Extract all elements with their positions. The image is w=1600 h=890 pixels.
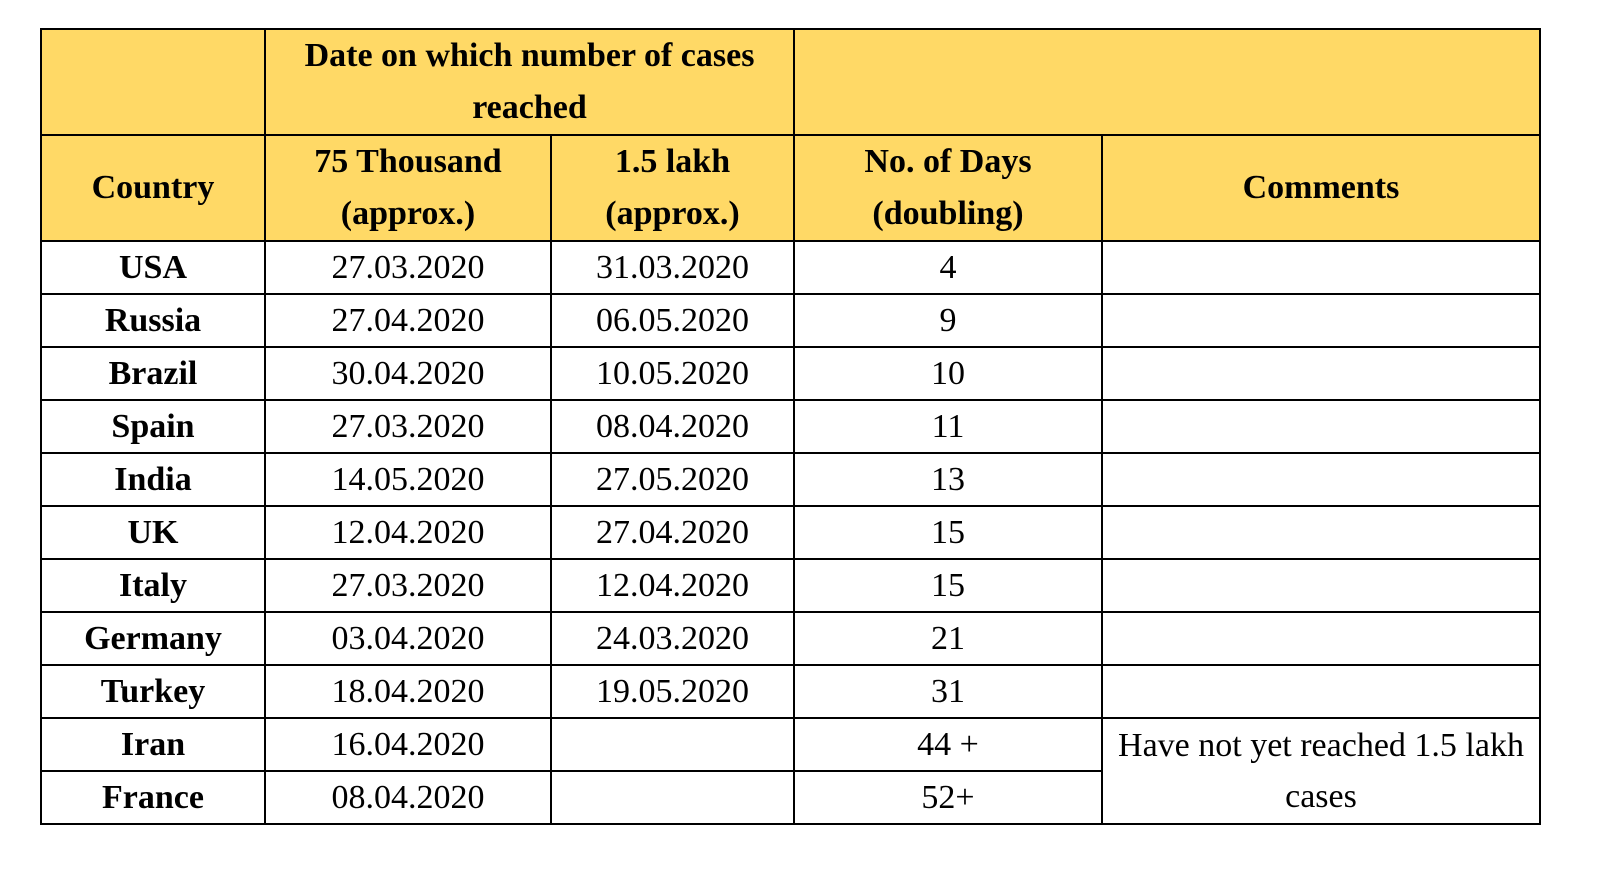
doubling-table [40,28,1541,825]
days-cell: 9 [794,294,1102,347]
country-cell: Spain [41,400,265,453]
comment-cell [1102,453,1540,506]
country-cell: Italy [41,559,265,612]
date-75k-cell: 27.03.2020 [265,400,551,453]
header-blank-cell [41,29,265,135]
comment-cell [1102,347,1540,400]
country-cell: Turkey [41,665,265,718]
table-row [41,506,1540,559]
days-cell: 31 [794,665,1102,718]
date-15lakh-cell: 06.05.2020 [551,294,794,347]
country-cell: UK [41,506,265,559]
date-75k-cell: 08.04.2020 [265,771,551,824]
date-15lakh-cell: 27.04.2020 [551,506,794,559]
comment-cell [1102,665,1540,718]
table-row [41,453,1540,506]
comment-cell [1102,506,1540,559]
table-row [41,294,1540,347]
header-days-doubling: No. of Days (doubling) [794,135,1102,241]
group-header-dates: Date on which number of cases reached [265,29,794,135]
comment-cell [1102,559,1540,612]
date-75k-cell: 27.04.2020 [265,294,551,347]
table-row [41,559,1540,612]
date-75k-cell: 14.05.2020 [265,453,551,506]
country-cell: Iran [41,718,265,771]
days-cell: 21 [794,612,1102,665]
date-75k-cell: 27.03.2020 [265,241,551,294]
days-cell: 13 [794,453,1102,506]
date-15lakh-cell: 27.05.2020 [551,453,794,506]
days-cell: 10 [794,347,1102,400]
date-75k-cell: 18.04.2020 [265,665,551,718]
days-cell: 4 [794,241,1102,294]
country-cell: USA [41,241,265,294]
doubling-table-container [40,28,1541,825]
header-75-thousand: 75 Thousand (approx.) [265,135,551,241]
days-cell: 11 [794,400,1102,453]
date-15lakh-cell: 24.03.2020 [551,612,794,665]
date-15lakh-cell: 12.04.2020 [551,559,794,612]
comment-cell [1102,294,1540,347]
date-15lakh-cell: 10.05.2020 [551,347,794,400]
table-row [41,400,1540,453]
days-cell: 15 [794,506,1102,559]
days-cell: 44 + [794,718,1102,771]
header-comments: Comments [1102,135,1540,241]
table-row [41,612,1540,665]
comment-cell [1102,612,1540,665]
date-15lakh-cell [551,771,794,824]
date-15lakh-cell: 19.05.2020 [551,665,794,718]
date-75k-cell: 30.04.2020 [265,347,551,400]
header-1-5-lakh: 1.5 lakh (approx.) [551,135,794,241]
country-cell: India [41,453,265,506]
table-row [41,241,1540,294]
country-cell: Germany [41,612,265,665]
date-75k-cell: 12.04.2020 [265,506,551,559]
comment-cell [1102,241,1540,294]
country-cell: Brazil [41,347,265,400]
header-row-group [41,29,1540,135]
header-row-columns [41,135,1540,241]
date-15lakh-cell: 31.03.2020 [551,241,794,294]
date-15lakh-cell: 08.04.2020 [551,400,794,453]
table-row [41,665,1540,718]
header-blank-right-cell [794,29,1540,135]
country-cell: France [41,771,265,824]
date-75k-cell: 27.03.2020 [265,559,551,612]
header-country: Country [41,135,265,241]
date-15lakh-cell [551,718,794,771]
comment-cell [1102,400,1540,453]
date-75k-cell: 16.04.2020 [265,718,551,771]
table-row [41,718,1540,771]
country-cell: Russia [41,294,265,347]
merged-comment-cell: Have not yet reached 1.5 lakh cases [1102,718,1540,824]
date-75k-cell: 03.04.2020 [265,612,551,665]
days-cell: 15 [794,559,1102,612]
table-row [41,347,1540,400]
days-cell: 52+ [794,771,1102,824]
